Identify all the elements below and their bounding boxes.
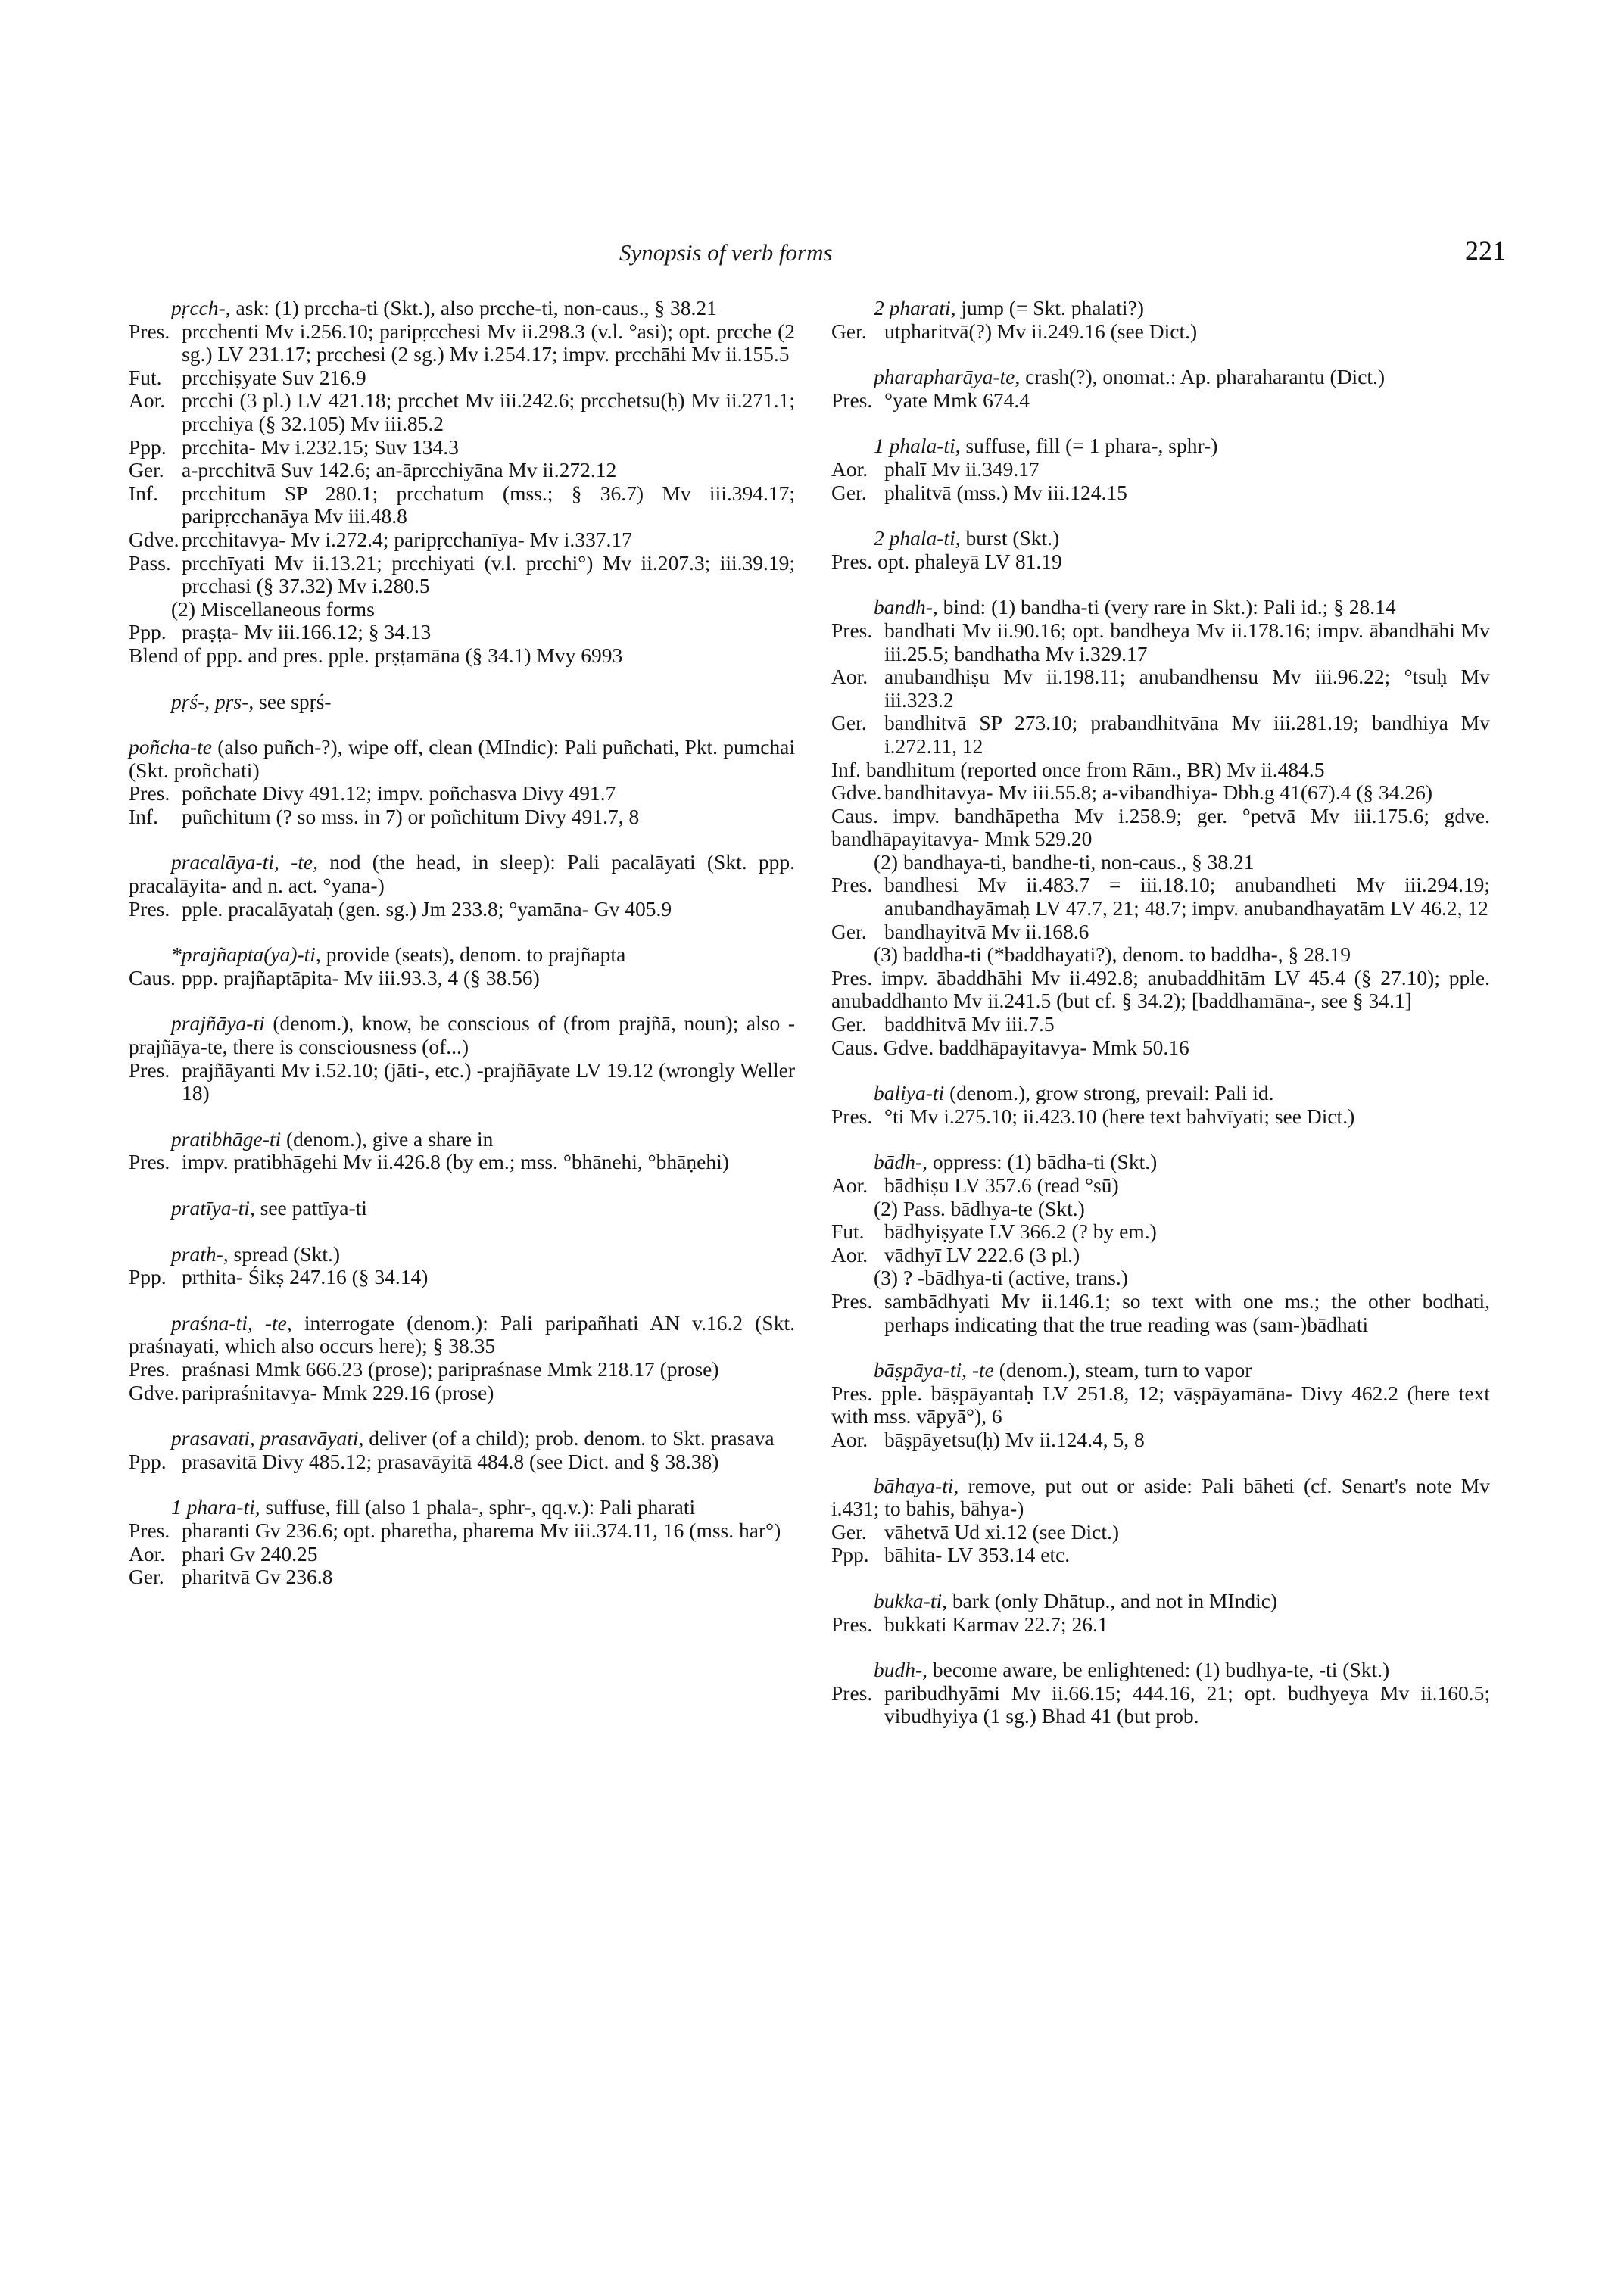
entry-headword: prasavati, prasavāyati — [171, 1426, 359, 1450]
form-text: impv. pratibhāgehi Mv ii.426.8 (by em.; mss. °bhānehi, °bhāṇehi) — [182, 1150, 729, 1174]
form-label: Pres. — [831, 1104, 873, 1128]
form-text: phari Gv 240.25 — [182, 1541, 318, 1566]
entry-gloss: , crash(?), onomat.: Ap. pharaharantu (Dict.) — [1015, 365, 1386, 389]
plain-line: Pres. pple. bāṣpāyantaḥ LV 251.8, 12; vāṣpāyamāna- Divy 462.2 (here text with mss. vāpyā°), 6 — [831, 1381, 1490, 1428]
subsection-heading: (2) Miscellaneous forms — [171, 597, 375, 621]
form-text: pharanti Gv 236.6; opt. pharetha, pharema Mv iii.374.11, 16 (mss. har°) — [182, 1518, 781, 1542]
form-row — [831, 1428, 1490, 1452]
entry-headword-line — [831, 1151, 1490, 1174]
entry-headword-line — [129, 1012, 795, 1058]
form-label: Gdve. — [129, 527, 179, 551]
entry-headword-line — [129, 1427, 795, 1450]
entry-headword: *prajñapta(ya)-ti — [171, 942, 316, 967]
entry-headword-line — [831, 596, 1490, 619]
form-row — [129, 366, 795, 390]
entry-headword-line — [129, 1243, 795, 1266]
form-row — [831, 712, 1490, 758]
entry-gloss: , become aware, be enlightened: (1) budhya-te, -ti (Skt.) — [922, 1658, 1390, 1682]
form-label: Aor. — [129, 1541, 166, 1566]
form-text: vāhetvā Ud xi.12 (see Dict.) — [884, 1519, 1120, 1544]
entry-headword: bandh- — [874, 595, 933, 619]
entry-headword: prath- — [171, 1242, 223, 1266]
form-row — [129, 1059, 795, 1105]
form-row — [831, 1521, 1490, 1544]
verb-entry — [129, 1012, 795, 1104]
entry-gloss: , nod (the head, in sleep): Pali pacalāyati (Skt. ppp. pracalāyita- and n. act. °yana-) — [129, 850, 796, 898]
plain-line: Pres. impv. ābaddhāhi Mv ii.492.8; anubaddhitām LV 45.4 (§ 27.10); pple. anubaddhanto Mv ii.241.5 (but cf. § 34.2); [baddhamāna-, see § 34.1] — [831, 965, 1490, 1013]
form-text: bāṣpāyetsu(ḥ) Mv ii.124.4, 5, 8 — [884, 1427, 1145, 1451]
entry-headword: bāṣpāya-ti, -te — [874, 1358, 994, 1382]
entry-gloss: , jump (= Skt. phalati?) — [950, 296, 1144, 319]
entry-headword: 1 phala-ti — [874, 434, 955, 458]
entry-headword: praśna-ti, -te — [171, 1310, 287, 1335]
form-text: paribudhyāmi Mv ii.66.15; 444.16, 21; opt. budhyeya Mv ii.160.5; vibudhyiya (1 sg.) Bhad 41 (but prob. — [884, 1681, 1490, 1728]
page-number: 221 — [1465, 235, 1506, 266]
form-text: prcchita- Mv i.232.15; Suv 134.3 — [182, 435, 459, 459]
entry-headword-line — [831, 366, 1490, 389]
entry-headword: pratīya-ti — [171, 1196, 250, 1220]
entry-headword-line — [831, 1475, 1490, 1521]
entry-gloss: , deliver (of a child); prob. denom. to Skt. prasava — [358, 1426, 775, 1450]
form-label: Ppp. — [129, 620, 167, 644]
form-label: Ger. — [831, 919, 867, 943]
form-row — [129, 1151, 795, 1174]
form-text: prasavitā Divy 485.12; prasavāyitā 484.8 (see Dict. and § 38.38) — [182, 1449, 719, 1473]
form-label: Ger. — [831, 711, 867, 735]
entry-headword-line — [129, 690, 795, 714]
form-text: bandhati Mv ii.90.16; opt. bandheya Mv ii.178.16; impv. ābandhāhi Mv iii.25.5; bandhatha Mv i.329.17 — [884, 618, 1490, 665]
form-label: Pres. — [129, 781, 170, 805]
verb-entry — [129, 1312, 795, 1404]
verb-entry — [831, 1359, 1490, 1451]
entry-gloss: , ask: (1) prccha-ti (Skt.), also prcche-ti, non-caus., § 38.21 — [225, 296, 717, 319]
entry-headword-line — [129, 297, 795, 320]
page-header — [0, 235, 1624, 277]
form-row — [129, 621, 795, 644]
form-row — [129, 898, 795, 921]
form-row — [129, 482, 795, 528]
entry-gloss: (denom.), steam, turn to vapor — [993, 1358, 1252, 1382]
form-row — [129, 1358, 795, 1382]
form-label: Ppp. — [129, 1449, 167, 1473]
form-label: Pres. — [831, 1681, 873, 1705]
form-label: Pres. — [831, 618, 873, 642]
verb-entry — [831, 1659, 1490, 1728]
verb-entry — [831, 527, 1490, 573]
form-text: bandhitavya- Mv iii.55.8; a-vibandhiya- Dbh.g 41(67).4 (§ 34.26) — [884, 780, 1433, 805]
form-row — [831, 921, 1490, 944]
form-row — [831, 320, 1490, 344]
form-label: Pres. — [831, 1288, 873, 1313]
form-label: Aor. — [831, 1427, 868, 1451]
form-text: phalī Mv ii.349.17 — [884, 456, 1040, 481]
form-label: Ger. — [831, 319, 867, 343]
form-row — [831, 1174, 1490, 1198]
form-row — [129, 389, 795, 435]
form-text: praṣṭa- Mv iii.166.12; § 34.13 — [182, 620, 432, 644]
form-label: Caus. — [129, 965, 176, 989]
form-text: bandhitvā SP 273.10; prabandhitvāna Mv iii.281.19; bandhiya Mv i.272.11, 12 — [884, 711, 1490, 758]
entry-gloss: (denom.), grow strong, prevail: Pali id. — [944, 1081, 1274, 1105]
form-label: Fut. — [831, 1220, 865, 1244]
form-text: prcchi (3 pl.) LV 421.18; prcchet Mv iii.242.6; prcchetsu(ḥ) Mv ii.271.1; prcchiya (§ 32.105) Mv iii.85.2 — [182, 388, 795, 435]
form-label: Pres. — [831, 1612, 873, 1636]
verb-entry — [831, 1475, 1490, 1567]
form-text: bandhayitvā Mv ii.168.6 — [884, 919, 1089, 943]
entry-gloss: , see spṛś- — [248, 689, 332, 713]
entry-headword: pracalāya-ti, -te — [171, 850, 313, 874]
form-text: poñchate Divy 491.12; impv. poñchasva Divy 491.7 — [182, 781, 616, 805]
form-text: paripraśnitavya- Mmk 229.16 (prose) — [182, 1380, 494, 1404]
subsection-heading: (2) bandhaya-ti, bandhe-ti, non-caus., § 38.21 — [874, 849, 1255, 874]
entry-headword: pratibhāge-ti — [171, 1126, 282, 1151]
form-label: Fut. — [129, 365, 162, 389]
form-label: Pres. — [129, 1357, 170, 1381]
subsection-heading: (3) baddha-ti (*baddhayati?), denom. to baddha-, § 28.19 — [874, 942, 1351, 967]
entry-gloss: , suffuse, fill (= 1 phara-, sphr-) — [955, 434, 1218, 458]
form-text: prcchitavya- Mv i.272.4; paripṛcchanīya- Mv i.337.17 — [182, 527, 632, 551]
form-row — [129, 805, 795, 829]
plain-line: Inf. bandhitum (reported once from Rām., BR) Mv ii.484.5 — [831, 757, 1325, 781]
form-row — [831, 1105, 1490, 1129]
form-row — [831, 1613, 1490, 1637]
form-row — [831, 1244, 1490, 1267]
form-text: pple. pracalāyataḥ (gen. sg.) Jm 233.8; °yamāna- Gv 405.9 — [182, 896, 672, 921]
form-label: Gdve. — [831, 780, 882, 805]
form-row — [831, 458, 1490, 481]
entry-headword-line — [129, 943, 795, 967]
plain-line: Pres. opt. phaleyā LV 81.19 — [831, 549, 1062, 573]
entry-gloss: , remove, put out or aside: Pali bāheti (cf. Senart's note Mv i.431; to bahis, bāhya-) — [831, 1473, 1490, 1521]
form-text: ppp. prajñaptāpita- Mv iii.93.3, 4 (§ 38.56) — [182, 965, 540, 989]
entry-headword: budh- — [874, 1658, 923, 1682]
form-label: Ger. — [129, 458, 164, 482]
entry-headword: pṛcch- — [171, 296, 226, 319]
verb-entry — [129, 297, 795, 668]
verb-entry — [831, 297, 1490, 343]
form-row — [129, 1543, 795, 1566]
form-text: bādhiṣu LV 357.6 (read °sū) — [884, 1173, 1119, 1197]
form-row — [129, 552, 795, 598]
form-label: Gdve. — [129, 1380, 179, 1404]
entry-headword: 2 phala-ti — [874, 526, 955, 550]
verb-entry — [129, 943, 795, 989]
form-label: Pres. — [831, 388, 873, 412]
form-text: bandhesi Mv ii.483.7 = iii.18.10; anubandheti Mv iii.294.19; anubandhayāmaḥ LV 47.7, 21; 48.7; impv. anubandhayatām LV 46.2, 12 — [884, 873, 1490, 921]
form-row — [129, 528, 795, 552]
verb-entry — [831, 1151, 1490, 1336]
entry-gloss: , see pattīya-ti — [249, 1196, 367, 1220]
entry-headword: pṛś-, pṛs- — [171, 689, 249, 713]
entry-headword: bāhaya-ti — [874, 1473, 954, 1497]
entry-headword: bādh- — [874, 1150, 923, 1174]
verb-entry — [129, 1496, 795, 1588]
form-text: bāhita- LV 353.14 etc. — [884, 1543, 1071, 1567]
entry-headword-line — [831, 1359, 1490, 1382]
form-text: sambādhyati Mv ii.146.1; so text with one ms.; the other bodhati, perhaps indicating that the true reading was (sam-)bādhati — [884, 1288, 1490, 1336]
form-row — [831, 874, 1490, 920]
entry-headword-line — [831, 1659, 1490, 1682]
form-row — [831, 665, 1490, 712]
entry-headword: 2 pharati — [874, 296, 951, 319]
form-label: Ppp. — [831, 1543, 869, 1567]
verb-entry — [831, 1082, 1490, 1128]
entry-headword-line — [831, 527, 1490, 550]
form-row — [831, 1013, 1490, 1036]
form-row — [831, 389, 1490, 413]
form-row — [129, 782, 795, 805]
entry-headword-line — [129, 1197, 795, 1220]
form-label: Aor. — [831, 456, 868, 481]
entry-headword-line — [831, 1082, 1490, 1105]
form-row — [129, 459, 795, 482]
entry-gloss: , provide (seats), denom. to prajñapta — [315, 942, 626, 967]
form-text: °ti Mv i.275.10; ii.423.10 (here text bahvīyati; see Dict.) — [884, 1104, 1355, 1128]
form-text: prcchiṣyate Suv 216.9 — [182, 365, 366, 389]
entry-gloss: , interrogate (denom.): Pali paripañhati AN v.16.2 (Skt. praśnayati, which also occurs here); § 38.35 — [129, 1310, 795, 1358]
form-text: prthita- Śikṣ 247.16 (§ 34.14) — [182, 1265, 429, 1289]
right-column — [831, 297, 1490, 1751]
running-title: Synopsis of verb forms — [619, 239, 833, 266]
form-row — [129, 1266, 795, 1289]
form-row — [831, 1220, 1490, 1244]
form-label: Pres. — [129, 1150, 170, 1174]
entry-gloss: (denom.), give a share in — [281, 1126, 494, 1151]
plain-line: Caus. impv. bandhāpetha Mv i.258.9; ger. °petvā Mv iii.175.6; gdve. bandhāpayitavya- Mmk 529.20 — [831, 803, 1490, 851]
form-row — [831, 481, 1490, 505]
entry-headword-line — [831, 297, 1490, 320]
entry-headword: baliya-ti — [874, 1081, 945, 1105]
entry-gloss: , oppress: (1) bādha-ti (Skt.) — [922, 1150, 1158, 1174]
entry-headword-line — [129, 736, 795, 782]
form-text: °yate Mmk 674.4 — [884, 388, 1030, 412]
form-label: Ppp. — [129, 435, 167, 459]
verb-entry — [831, 366, 1490, 412]
form-label: Aor. — [831, 1173, 868, 1197]
form-row — [831, 1544, 1490, 1567]
verb-entry — [129, 851, 795, 921]
subsection-heading: (3) ? -bādhya-ti (active, trans.) — [874, 1266, 1128, 1290]
form-label: Pres. — [129, 319, 170, 343]
form-text: anubandhiṣu Mv ii.198.11; anubandhensu Mv iii.96.22; °tsuḥ Mv iii.323.2 — [884, 665, 1490, 712]
form-text: phalitvā (mss.) Mv iii.124.15 — [884, 480, 1127, 504]
form-label: Ger. — [831, 480, 867, 504]
form-label: Aor. — [831, 665, 868, 689]
verb-entry — [129, 1243, 795, 1289]
form-text: bukkati Karmav 22.7; 26.1 — [884, 1612, 1108, 1636]
form-label: Pres. — [129, 1518, 170, 1542]
entry-headword-line — [129, 1312, 795, 1358]
form-text: vādhyī LV 222.6 (3 pl.) — [884, 1242, 1080, 1266]
form-text: prcchenti Mv i.256.10; paripṛcchesi Mv ii.298.3 (v.l. °asi); opt. prcche (2 sg.) LV 231.17; prcchesi (2 sg.) Mv i.254.17; impv. prcchāhi Mv ii.155.5 — [182, 319, 795, 366]
form-label: Pres. — [129, 896, 170, 921]
entry-headword: 1 phara-ti — [171, 1495, 255, 1519]
entry-headword: bukka-ti — [874, 1588, 943, 1612]
verb-entry — [129, 690, 795, 714]
form-row — [129, 967, 795, 990]
form-label: Ger. — [831, 1519, 867, 1544]
entry-gloss: , spread (Skt.) — [223, 1242, 341, 1266]
entry-gloss: , bind: (1) bandha-ti (very rare in Skt.): Pali id.; § 28.14 — [932, 595, 1396, 619]
form-row — [129, 1519, 795, 1543]
verb-entry — [831, 435, 1490, 504]
form-text: prcchīyati Mv ii.13.21; prcchiyati (v.l. prcchi°) Mv ii.207.3; iii.39.19; prcchasi (§ 37.32) Mv i.280.5 — [182, 550, 795, 598]
form-row — [129, 436, 795, 460]
entry-headword: pharapharāya-te — [874, 365, 1015, 389]
entry-headword-line — [129, 851, 795, 897]
form-label: Pass. — [129, 550, 171, 575]
form-text: praśnasi Mmk 666.23 (prose); paripraśnase Mmk 218.17 (prose) — [182, 1357, 719, 1381]
verb-entry — [831, 596, 1490, 1059]
entry-gloss: (denom.), know, be conscious of (from prajñā, noun); also -prajñāya-te, there is consciousness (of...) — [129, 1011, 795, 1059]
form-row — [831, 1682, 1490, 1728]
form-text: a-prcchitvā Suv 142.6; an-āprcchiyāna Mv ii.272.12 — [182, 458, 617, 482]
entry-headword-line — [831, 1590, 1490, 1613]
entry-gloss: , burst (Skt.) — [955, 526, 1060, 550]
form-label: Ger. — [129, 1565, 164, 1589]
form-row — [129, 1450, 795, 1474]
entry-gloss: , bark (only Dhātup., and not in MIndic) — [942, 1588, 1278, 1612]
verb-entry — [129, 1128, 795, 1174]
verb-entry — [129, 1197, 795, 1220]
form-text: bādhyiṣyate LV 366.2 (? by em.) — [884, 1220, 1157, 1244]
entry-headword-line — [129, 1128, 795, 1151]
form-text: prajñāyanti Mv i.52.10; (jāti-, etc.) -prajñāyate LV 19.12 (wrongly Weller 18) — [182, 1058, 795, 1105]
entry-headword-line — [831, 435, 1490, 458]
form-label: Aor. — [831, 1242, 868, 1266]
plain-line: Blend of ppp. and pres. pple. prṣṭamāna (§ 34.1) Mvy 6993 — [129, 643, 623, 667]
verb-entry — [129, 736, 795, 828]
subsection-heading: (2) Pass. bādhya-te (Skt.) — [874, 1196, 1085, 1220]
form-label: Pres. — [831, 873, 873, 897]
entry-headword: prajñāya-ti — [171, 1011, 265, 1036]
form-label: Inf. — [129, 481, 158, 505]
form-text: prcchitum SP 280.1; prcchatum (mss.; § 36.7) Mv iii.394.17; paripṛcchanāya Mv iii.48.8 — [182, 481, 795, 528]
left-column — [129, 297, 795, 1612]
form-row — [831, 781, 1490, 805]
entry-gloss: (also puñch-?), wipe off, clean (MIndic): Pali puñchati, Pkt. pumchai (Skt. proñchati) — [129, 735, 795, 782]
form-text: pharitvā Gv 236.8 — [182, 1565, 333, 1589]
form-text: puñchitum (? so mss. in 7) or poñchitum Divy 491.7, 8 — [182, 804, 640, 828]
form-label: Pres. — [129, 1058, 170, 1082]
verb-entry — [831, 1590, 1490, 1636]
form-label: Inf. — [129, 804, 158, 828]
form-row — [129, 1566, 795, 1589]
verb-entry — [129, 1427, 795, 1473]
form-row — [831, 619, 1490, 665]
form-label: Ppp. — [129, 1265, 167, 1289]
entry-headword: poñcha-te — [129, 735, 212, 759]
form-label: Ger. — [831, 1012, 867, 1036]
entry-gloss: , suffuse, fill (also 1 phala-, sphr-, qq.v.): Pali pharati — [254, 1495, 696, 1519]
form-text: utpharitvā(?) Mv ii.249.16 (see Dict.) — [884, 319, 1198, 343]
form-row — [831, 1290, 1490, 1336]
form-row — [129, 320, 795, 366]
form-text: baddhitvā Mv iii.7.5 — [884, 1012, 1055, 1036]
form-row — [129, 1382, 795, 1405]
entry-headword-line — [129, 1496, 795, 1519]
form-label: Aor. — [129, 388, 166, 413]
plain-line: Caus. Gdve. baddhāpayitavya- Mmk 50.16 — [831, 1035, 1189, 1059]
